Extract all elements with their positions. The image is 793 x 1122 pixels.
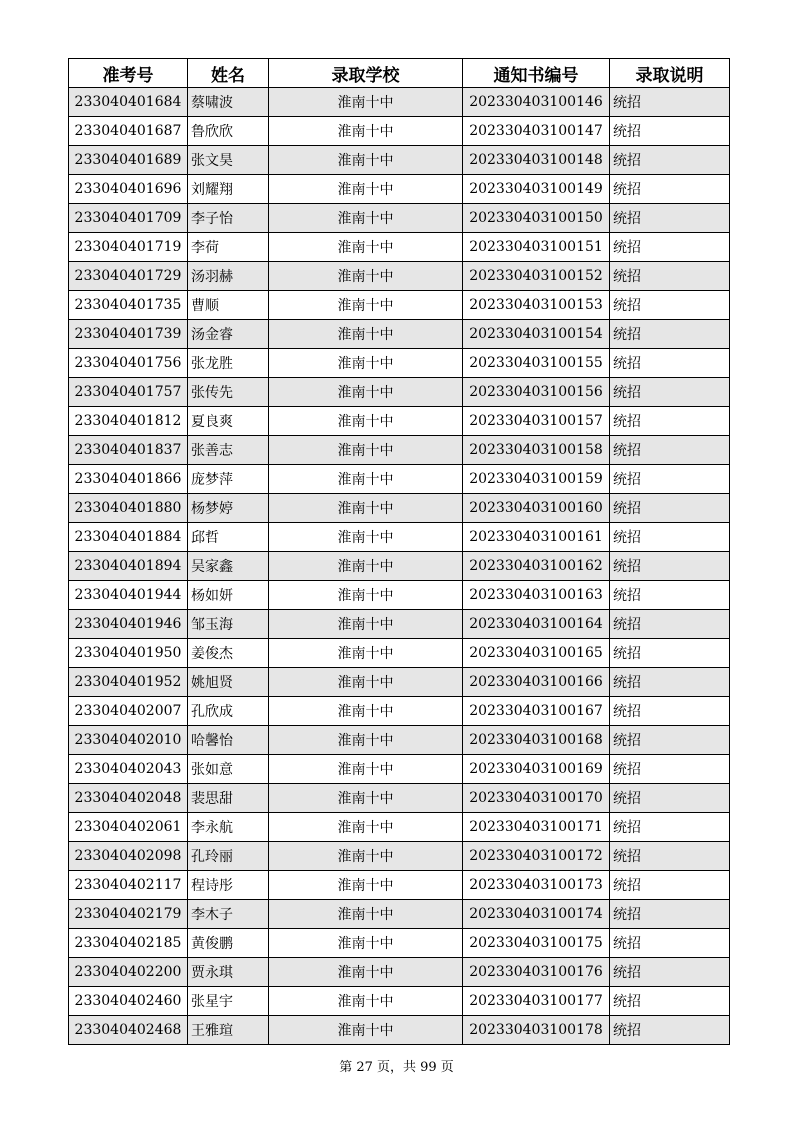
table-row bbox=[69, 146, 730, 175]
notice-number-cell: 202330403100156 bbox=[463, 378, 610, 407]
school-cell: 淮南十中 bbox=[269, 494, 463, 523]
admission-note-cell: 统招 bbox=[610, 320, 730, 349]
school-cell: 淮南十中 bbox=[269, 117, 463, 146]
table-row bbox=[69, 262, 730, 291]
admission-note-cell: 统招 bbox=[610, 581, 730, 610]
admission-note-cell: 统招 bbox=[610, 987, 730, 1016]
exam-number-cell: 233040401944 bbox=[69, 581, 188, 610]
notice-number-cell: 202330403100151 bbox=[463, 233, 610, 262]
notice-number-cell: 202330403100176 bbox=[463, 958, 610, 987]
table-row bbox=[69, 436, 730, 465]
school-cell: 淮南十中 bbox=[269, 784, 463, 813]
notice-number-cell: 202330403100169 bbox=[463, 755, 610, 784]
table-row bbox=[69, 465, 730, 494]
exam-number-cell: 233040401894 bbox=[69, 552, 188, 581]
school-cell: 淮南十中 bbox=[269, 813, 463, 842]
exam-number-cell: 233040401684 bbox=[69, 88, 188, 117]
school-cell: 淮南十中 bbox=[269, 320, 463, 349]
admission-note-cell: 统招 bbox=[610, 726, 730, 755]
table-row bbox=[69, 668, 730, 697]
notice-number-cell: 202330403100161 bbox=[463, 523, 610, 552]
student-name-cell: 孔欣成 bbox=[188, 697, 269, 726]
page-number: 第 27 页，共 99 页 bbox=[339, 1060, 454, 1075]
exam-number-cell: 233040401756 bbox=[69, 349, 188, 378]
column-header-school: 录取学校 bbox=[269, 59, 463, 88]
student-name-cell: 曹顺 bbox=[188, 291, 269, 320]
exam-number-cell: 233040401739 bbox=[69, 320, 188, 349]
school-cell: 淮南十中 bbox=[269, 146, 463, 175]
exam-number-cell: 233040402460 bbox=[69, 987, 188, 1016]
school-cell: 淮南十中 bbox=[269, 523, 463, 552]
admission-note-cell: 统招 bbox=[610, 929, 730, 958]
school-cell: 淮南十中 bbox=[269, 755, 463, 784]
notice-number-cell: 202330403100155 bbox=[463, 349, 610, 378]
table-row bbox=[69, 552, 730, 581]
student-name-cell: 庞梦萍 bbox=[188, 465, 269, 494]
admission-note-cell: 统招 bbox=[610, 523, 730, 552]
admission-note-cell: 统招 bbox=[610, 465, 730, 494]
student-name-cell: 夏良爽 bbox=[188, 407, 269, 436]
exam-number-cell: 233040402007 bbox=[69, 697, 188, 726]
student-name-cell: 鲁欣欣 bbox=[188, 117, 269, 146]
table-header-row bbox=[69, 59, 730, 88]
student-name-cell: 吴家鑫 bbox=[188, 552, 269, 581]
table-row bbox=[69, 755, 730, 784]
exam-number-cell: 233040401687 bbox=[69, 117, 188, 146]
table-row bbox=[69, 697, 730, 726]
admission-note-cell: 统招 bbox=[610, 349, 730, 378]
table-row bbox=[69, 320, 730, 349]
school-cell: 淮南十中 bbox=[269, 407, 463, 436]
exam-number-cell: 233040401735 bbox=[69, 291, 188, 320]
student-name-cell: 张龙胜 bbox=[188, 349, 269, 378]
school-cell: 淮南十中 bbox=[269, 378, 463, 407]
exam-number-cell: 233040402179 bbox=[69, 900, 188, 929]
notice-number-cell: 202330403100174 bbox=[463, 900, 610, 929]
table-row bbox=[69, 291, 730, 320]
admission-note-cell: 统招 bbox=[610, 1016, 730, 1045]
admission-note-cell: 统招 bbox=[610, 639, 730, 668]
student-name-cell: 哈馨怡 bbox=[188, 726, 269, 755]
student-name-cell: 汤金睿 bbox=[188, 320, 269, 349]
admission-note-cell: 统招 bbox=[610, 552, 730, 581]
school-cell: 淮南十中 bbox=[269, 610, 463, 639]
admission-note-cell: 统招 bbox=[610, 813, 730, 842]
exam-number-cell: 233040401946 bbox=[69, 610, 188, 639]
notice-number-cell: 202330403100168 bbox=[463, 726, 610, 755]
table-row bbox=[69, 523, 730, 552]
table-row bbox=[69, 784, 730, 813]
exam-number-cell: 233040401812 bbox=[69, 407, 188, 436]
table-row bbox=[69, 958, 730, 987]
notice-number-cell: 202330403100146 bbox=[463, 88, 610, 117]
admission-note-cell: 统招 bbox=[610, 900, 730, 929]
student-name-cell: 贾永琪 bbox=[188, 958, 269, 987]
exam-number-cell: 233040402048 bbox=[69, 784, 188, 813]
table-row bbox=[69, 929, 730, 958]
notice-number-cell: 202330403100148 bbox=[463, 146, 610, 175]
student-name-cell: 黄俊鹏 bbox=[188, 929, 269, 958]
school-cell: 淮南十中 bbox=[269, 668, 463, 697]
student-name-cell: 邱哲 bbox=[188, 523, 269, 552]
student-name-cell: 张星宇 bbox=[188, 987, 269, 1016]
school-cell: 淮南十中 bbox=[269, 175, 463, 204]
column-header-name: 姓名 bbox=[188, 59, 269, 88]
student-name-cell: 姚旭贤 bbox=[188, 668, 269, 697]
table-row bbox=[69, 639, 730, 668]
student-name-cell: 程诗彤 bbox=[188, 871, 269, 900]
exam-number-cell: 233040402200 bbox=[69, 958, 188, 987]
notice-number-cell: 202330403100171 bbox=[463, 813, 610, 842]
admission-note-cell: 统招 bbox=[610, 407, 730, 436]
notice-number-cell: 202330403100160 bbox=[463, 494, 610, 523]
school-cell: 淮南十中 bbox=[269, 465, 463, 494]
student-name-cell: 李子怡 bbox=[188, 204, 269, 233]
exam-number-cell: 233040401729 bbox=[69, 262, 188, 291]
exam-number-cell: 233040401950 bbox=[69, 639, 188, 668]
table-row bbox=[69, 726, 730, 755]
school-cell: 淮南十中 bbox=[269, 291, 463, 320]
exam-number-cell: 233040402010 bbox=[69, 726, 188, 755]
admission-note-cell: 统招 bbox=[610, 88, 730, 117]
school-cell: 淮南十中 bbox=[269, 639, 463, 668]
notice-number-cell: 202330403100153 bbox=[463, 291, 610, 320]
student-name-cell: 王雅瑄 bbox=[188, 1016, 269, 1045]
exam-number-cell: 233040401837 bbox=[69, 436, 188, 465]
table-row bbox=[69, 349, 730, 378]
table-row bbox=[69, 88, 730, 117]
notice-number-cell: 202330403100172 bbox=[463, 842, 610, 871]
admission-note-cell: 统招 bbox=[610, 610, 730, 639]
table-body bbox=[69, 88, 730, 1045]
table-row bbox=[69, 900, 730, 929]
school-cell: 淮南十中 bbox=[269, 697, 463, 726]
admission-note-cell: 统招 bbox=[610, 175, 730, 204]
school-cell: 淮南十中 bbox=[269, 1016, 463, 1045]
school-cell: 淮南十中 bbox=[269, 262, 463, 291]
notice-number-cell: 202330403100158 bbox=[463, 436, 610, 465]
school-cell: 淮南十中 bbox=[269, 871, 463, 900]
student-name-cell: 张善志 bbox=[188, 436, 269, 465]
school-cell: 淮南十中 bbox=[269, 88, 463, 117]
notice-number-cell: 202330403100163 bbox=[463, 581, 610, 610]
notice-number-cell: 202330403100177 bbox=[463, 987, 610, 1016]
school-cell: 淮南十中 bbox=[269, 726, 463, 755]
admission-note-cell: 统招 bbox=[610, 842, 730, 871]
notice-number-cell: 202330403100178 bbox=[463, 1016, 610, 1045]
exam-number-cell: 233040402098 bbox=[69, 842, 188, 871]
school-cell: 淮南十中 bbox=[269, 987, 463, 1016]
exam-number-cell: 233040401866 bbox=[69, 465, 188, 494]
table-row bbox=[69, 233, 730, 262]
table-row bbox=[69, 1016, 730, 1045]
admission-note-cell: 统招 bbox=[610, 697, 730, 726]
notice-number-cell: 202330403100159 bbox=[463, 465, 610, 494]
exam-number-cell: 233040401884 bbox=[69, 523, 188, 552]
exam-number-cell: 233040401880 bbox=[69, 494, 188, 523]
admission-table bbox=[68, 58, 730, 1045]
exam-number-cell: 233040401719 bbox=[69, 233, 188, 262]
notice-number-cell: 202330403100152 bbox=[463, 262, 610, 291]
student-name-cell: 张文昊 bbox=[188, 146, 269, 175]
school-cell: 淮南十中 bbox=[269, 900, 463, 929]
school-cell: 淮南十中 bbox=[269, 436, 463, 465]
column-header-notice-number: 通知书编号 bbox=[463, 59, 610, 88]
table-row bbox=[69, 378, 730, 407]
student-name-cell: 邹玉海 bbox=[188, 610, 269, 639]
notice-number-cell: 202330403100149 bbox=[463, 175, 610, 204]
exam-number-cell: 233040402043 bbox=[69, 755, 188, 784]
admission-note-cell: 统招 bbox=[610, 204, 730, 233]
notice-number-cell: 202330403100173 bbox=[463, 871, 610, 900]
student-name-cell: 张传先 bbox=[188, 378, 269, 407]
student-name-cell: 李荷 bbox=[188, 233, 269, 262]
admission-note-cell: 统招 bbox=[610, 668, 730, 697]
admission-note-cell: 统招 bbox=[610, 262, 730, 291]
table-row bbox=[69, 987, 730, 1016]
table-row bbox=[69, 407, 730, 436]
exam-number-cell: 233040402185 bbox=[69, 929, 188, 958]
student-name-cell: 蔡啸波 bbox=[188, 88, 269, 117]
table-row bbox=[69, 610, 730, 639]
admission-note-cell: 统招 bbox=[610, 378, 730, 407]
notice-number-cell: 202330403100175 bbox=[463, 929, 610, 958]
notice-number-cell: 202330403100164 bbox=[463, 610, 610, 639]
student-name-cell: 刘耀翔 bbox=[188, 175, 269, 204]
school-cell: 淮南十中 bbox=[269, 958, 463, 987]
table-row bbox=[69, 175, 730, 204]
student-name-cell: 裴思甜 bbox=[188, 784, 269, 813]
notice-number-cell: 202330403100166 bbox=[463, 668, 610, 697]
admission-note-cell: 统招 bbox=[610, 291, 730, 320]
exam-number-cell: 233040401689 bbox=[69, 146, 188, 175]
admission-note-cell: 统招 bbox=[610, 784, 730, 813]
admission-note-cell: 统招 bbox=[610, 233, 730, 262]
student-name-cell: 孔玲丽 bbox=[188, 842, 269, 871]
exam-number-cell: 233040401709 bbox=[69, 204, 188, 233]
school-cell: 淮南十中 bbox=[269, 204, 463, 233]
admission-note-cell: 统招 bbox=[610, 117, 730, 146]
exam-number-cell: 233040402468 bbox=[69, 1016, 188, 1045]
exam-number-cell: 233040401696 bbox=[69, 175, 188, 204]
student-name-cell: 李永航 bbox=[188, 813, 269, 842]
table-row bbox=[69, 494, 730, 523]
table-row bbox=[69, 204, 730, 233]
notice-number-cell: 202330403100170 bbox=[463, 784, 610, 813]
notice-number-cell: 202330403100147 bbox=[463, 117, 610, 146]
admission-note-cell: 统招 bbox=[610, 871, 730, 900]
exam-number-cell: 233040402061 bbox=[69, 813, 188, 842]
admission-note-cell: 统招 bbox=[610, 958, 730, 987]
notice-number-cell: 202330403100167 bbox=[463, 697, 610, 726]
notice-number-cell: 202330403100157 bbox=[463, 407, 610, 436]
notice-number-cell: 202330403100162 bbox=[463, 552, 610, 581]
column-header-exam-number: 准考号 bbox=[69, 59, 188, 88]
school-cell: 淮南十中 bbox=[269, 581, 463, 610]
table-row bbox=[69, 813, 730, 842]
table-row bbox=[69, 871, 730, 900]
exam-number-cell: 233040401757 bbox=[69, 378, 188, 407]
school-cell: 淮南十中 bbox=[269, 552, 463, 581]
school-cell: 淮南十中 bbox=[269, 842, 463, 871]
admission-note-cell: 统招 bbox=[610, 494, 730, 523]
student-name-cell: 姜俊杰 bbox=[188, 639, 269, 668]
school-cell: 淮南十中 bbox=[269, 233, 463, 262]
admission-note-cell: 统招 bbox=[610, 436, 730, 465]
admission-note-cell: 统招 bbox=[610, 146, 730, 175]
exam-number-cell: 233040402117 bbox=[69, 871, 188, 900]
student-name-cell: 杨梦婷 bbox=[188, 494, 269, 523]
student-name-cell: 李木子 bbox=[188, 900, 269, 929]
admission-list bbox=[68, 58, 729, 1045]
student-name-cell: 张如意 bbox=[188, 755, 269, 784]
table-row bbox=[69, 117, 730, 146]
notice-number-cell: 202330403100150 bbox=[463, 204, 610, 233]
notice-number-cell: 202330403100165 bbox=[463, 639, 610, 668]
student-name-cell: 汤羽赫 bbox=[188, 262, 269, 291]
exam-number-cell: 233040401952 bbox=[69, 668, 188, 697]
school-cell: 淮南十中 bbox=[269, 929, 463, 958]
notice-number-cell: 202330403100154 bbox=[463, 320, 610, 349]
student-name-cell: 杨如妍 bbox=[188, 581, 269, 610]
table-row bbox=[69, 842, 730, 871]
column-header-admission-note: 录取说明 bbox=[610, 59, 730, 88]
table-row bbox=[69, 581, 730, 610]
admission-note-cell: 统招 bbox=[610, 755, 730, 784]
school-cell: 淮南十中 bbox=[269, 349, 463, 378]
